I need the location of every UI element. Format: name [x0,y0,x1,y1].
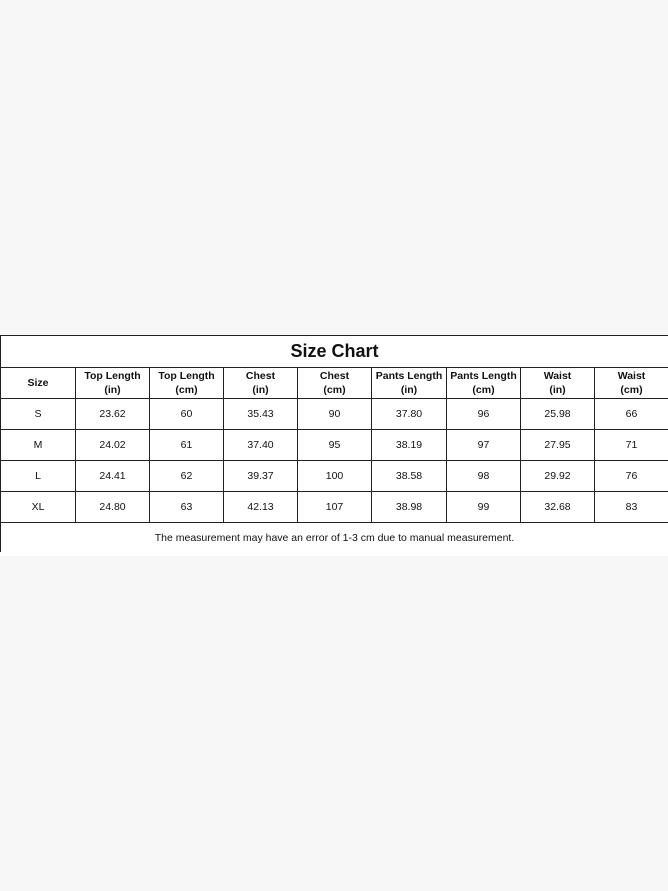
table-cell: 39.37 [224,461,298,492]
column-header-unit: (in) [104,384,121,396]
table-row [1,430,668,461]
table-cell: 99 [447,492,521,523]
table-row [1,461,668,492]
size-label-cell: L [1,461,76,492]
table-cell: 23.62 [76,399,150,430]
table-cell: 61 [150,430,224,461]
column-header-unit: (in) [252,384,269,396]
column-header [150,368,224,399]
table-cell: 96 [447,399,521,430]
table-cell: 24.02 [76,430,150,461]
size-label-cell: XL [1,492,76,523]
column-header-unit: (cm) [175,384,198,396]
column-header-unit: (cm) [323,384,346,396]
table-cell: 38.58 [372,461,447,492]
column-header-label: Chest [319,370,350,382]
header-row [1,368,668,399]
column-header-label: Top Length [158,370,215,382]
size-chart [0,335,668,556]
table-cell: 95 [298,430,372,461]
column-header [298,368,372,399]
column-header-unit: (in) [400,384,418,396]
size-table [0,335,668,552]
column-header-label: Waist [543,370,572,382]
size-label-cell: S [1,399,76,430]
column-header [447,368,521,399]
column-header [521,368,595,399]
title-row [1,336,668,368]
table-cell: 100 [298,461,372,492]
table-cell: 24.41 [76,461,150,492]
size-label-cell: M [1,430,76,461]
column-header [224,368,298,399]
table-cell: 107 [298,492,372,523]
column-header-label: Top Length [84,370,141,382]
table-cell: 24.80 [76,492,150,523]
table-cell: 29.92 [521,461,595,492]
table-cell: 32.68 [521,492,595,523]
table-cell: 98 [447,461,521,492]
column-header-label: Chest [245,370,276,382]
column-header-unit: (cm) [472,384,495,396]
column-header-label: Size [27,377,49,389]
table-row [1,492,668,523]
table-cell: 37.80 [372,399,447,430]
table-cell: 76 [595,461,668,492]
table-cell: 71 [595,430,668,461]
table-row [1,399,668,430]
column-header [1,368,76,399]
measurement-note: The measurement may have an error of 1-3 cm due to manual measurement. [1,523,668,553]
column-header-label: Pants Length [375,370,443,382]
table-cell: 27.95 [521,430,595,461]
table-cell: 66 [595,399,668,430]
table-cell: 35.43 [224,399,298,430]
column-header [595,368,668,399]
table-cell: 97 [447,430,521,461]
table-cell: 42.13 [224,492,298,523]
column-header-unit: (cm) [620,384,643,396]
column-header [372,368,447,399]
column-header [76,368,150,399]
table-cell: 38.98 [372,492,447,523]
table-cell: 25.98 [521,399,595,430]
chart-title: Size Chart [1,336,668,368]
table-cell: 63 [150,492,224,523]
table-body [1,399,668,523]
column-header-unit: (in) [549,384,566,396]
column-header-label: Waist [617,370,646,382]
table-cell: 60 [150,399,224,430]
table-cell: 90 [298,399,372,430]
table-cell: 83 [595,492,668,523]
table-cell: 62 [150,461,224,492]
note-row [1,523,668,553]
column-header-label: Pants Length [450,370,517,382]
table-cell: 38.19 [372,430,447,461]
table-cell: 37.40 [224,430,298,461]
